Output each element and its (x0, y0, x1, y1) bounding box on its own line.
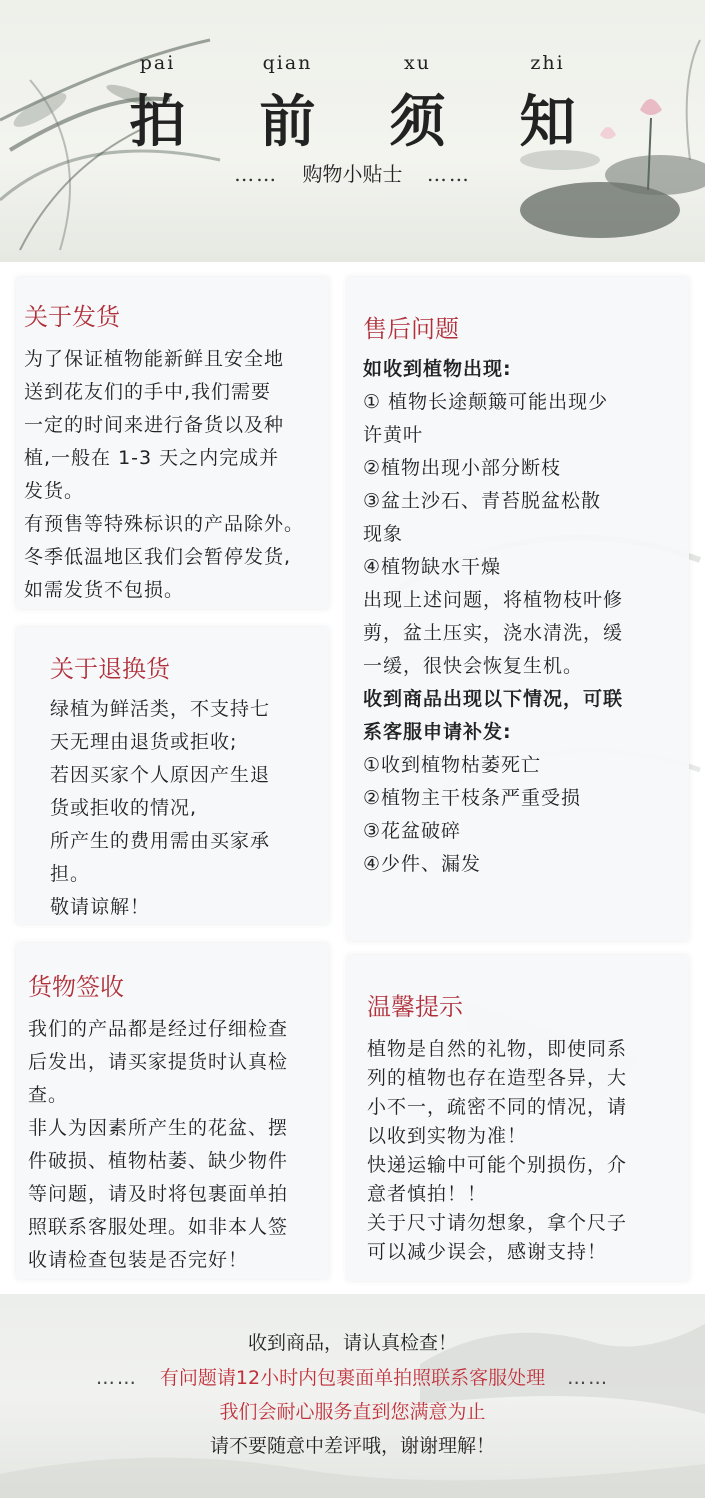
title-char-2: 前 (259, 89, 316, 155)
shipping-body (24, 343, 304, 607)
aftersale-line: ③盆土沙石、青苔脱盆松散 (363, 490, 602, 512)
receipt-line: 等问题，请及时将包裹面单拍 (28, 1183, 289, 1205)
header-banner (0, 0, 705, 262)
aftersale-line: 收到商品出现以下情况，可联 (363, 688, 624, 710)
footer-line-3: 我们会耐心服务直到您满意为止 (219, 1401, 486, 1423)
subtitle-dots-right: …… (426, 162, 471, 186)
footer-line-4: 请不要随意中差评哦，谢谢理解！ (209, 1435, 495, 1457)
receipt-line: 后发出，请买家提货时认真检 (28, 1051, 289, 1073)
aftersale-line: ④少件、漏发 (363, 853, 482, 875)
receipt-line: 件破损、植物枯萎、缺少物件 (28, 1150, 289, 1172)
tips-title: 温馨提示 (367, 993, 463, 1021)
aftersale-line: ①收到植物枯萎死亡 (363, 754, 542, 776)
returns-line: 担。 (50, 863, 91, 885)
title-char-4: 知 (519, 89, 576, 155)
returns-line: 货或拒收的情况, (50, 797, 198, 819)
title-char-3: 须 (389, 89, 446, 155)
pinyin-3: xu (404, 52, 431, 74)
tips-card (347, 955, 689, 1281)
tips-line: 意者慎拍！！ (367, 1183, 488, 1205)
returns-card (16, 627, 329, 924)
pinyin-1: pai (139, 52, 176, 74)
returns-line: 绿植为鲜活类，不支持七 (50, 698, 271, 720)
aftersale-line: ③花盆破碎 (363, 820, 462, 842)
footer-dots-right: …… (567, 1367, 610, 1389)
tips-line: 关于尺寸请勿想象，拿个尺子 (367, 1212, 628, 1234)
shipping-line: 植,一般在 1-3 天之内完成并 (24, 447, 280, 469)
tips-body (367, 1035, 627, 1267)
footer-line-2-row (0, 1362, 705, 1394)
receipt-title: 货物签收 (28, 973, 124, 1001)
aftersale-line: 如收到植物出现: (363, 358, 512, 380)
shipping-line: 送到花友们的手中,我们需要 (24, 381, 272, 403)
footer-notice (0, 1294, 705, 1498)
tips-line: 列的植物也存在造型各异，大 (367, 1067, 628, 1089)
subtitle-dots-left: …… (234, 162, 279, 186)
aftersale-line: 系客服申请补发: (363, 721, 512, 743)
tips-line: 以收到实物为准！ (367, 1125, 528, 1147)
tips-line: 快递运输中可能个别损伤，介 (367, 1154, 628, 1176)
aftersale-line: ②植物出现小部分断枝 (363, 457, 562, 479)
title-pinyin (0, 52, 705, 74)
aftersale-line: ① 植物长途颠簸可能出现少 (363, 391, 609, 413)
aftersale-card (347, 277, 689, 941)
subtitle: 购物小贴士 (302, 162, 403, 186)
aftersale-line: ④植物缺水干燥 (363, 556, 502, 578)
shipping-line: 一定的时间来进行备货以及种 (24, 414, 285, 436)
receipt-line: 查。 (28, 1084, 69, 1106)
aftersale-line: 现象 (363, 523, 404, 545)
shipping-line: 冬季低温地区我们会暂停发货, (24, 546, 292, 568)
title-char-1: 拍 (129, 89, 186, 155)
shipping-card (16, 277, 329, 609)
aftersale-line: ②植物主干枝条严重受损 (363, 787, 582, 809)
shipping-line: 如需发货不包损。 (24, 579, 185, 601)
aftersale-body (363, 353, 623, 881)
receipt-card (16, 943, 329, 1279)
page-title (0, 78, 705, 158)
returns-line: 敬请谅解！ (50, 896, 151, 918)
footer-line-1: 收到商品，请认真检查！ (247, 1332, 457, 1354)
shipping-line: 发货。 (24, 480, 85, 502)
tips-line: 可以减少误会，感谢支持！ (367, 1241, 608, 1263)
shipping-title: 关于发货 (24, 303, 120, 331)
footer-line-2: 有问题请12小时内包裹面单拍照联系客服处理 (159, 1367, 546, 1389)
aftersale-line: 一缓，很快会恢复生机。 (363, 655, 584, 677)
returns-title: 关于退换货 (50, 655, 170, 683)
pinyin-4: zhi (530, 52, 565, 74)
tips-line: 植物是自然的礼物，即使同系 (367, 1038, 628, 1060)
receipt-line: 我们的产品都是经过仔细检查 (28, 1018, 289, 1040)
aftersale-line: 出现上述问题，将植物枝叶修 (363, 589, 624, 611)
returns-body (50, 693, 270, 924)
tips-line: 小不一，疏密不同的情况，请 (367, 1096, 628, 1118)
receipt-line: 照联系客服处理。如非本人签 (28, 1216, 289, 1238)
receipt-body (28, 1013, 288, 1277)
shipping-line: 有预售等特殊标识的产品除外。 (24, 513, 305, 535)
returns-line: 天无理由退货或拒收; (50, 731, 238, 753)
shipping-line: 为了保证植物能新鲜且安全地 (24, 348, 285, 370)
aftersale-line: 许黄叶 (363, 424, 424, 446)
footer-dots-left: …… (95, 1367, 138, 1389)
aftersale-title: 售后问题 (363, 315, 459, 343)
aftersale-line: 剪，盆土压实，浇水清洗，缓 (363, 622, 624, 644)
returns-line: 若因买家个人原因产生退 (50, 764, 271, 786)
receipt-line: 收请检查包装是否完好！ (28, 1249, 249, 1271)
returns-line: 所产生的费用需由买家承 (50, 830, 271, 852)
subtitle-row (0, 158, 705, 187)
pinyin-2: qian (262, 52, 313, 74)
receipt-line: 非人为因素所产生的花盆、摆 (28, 1117, 289, 1139)
